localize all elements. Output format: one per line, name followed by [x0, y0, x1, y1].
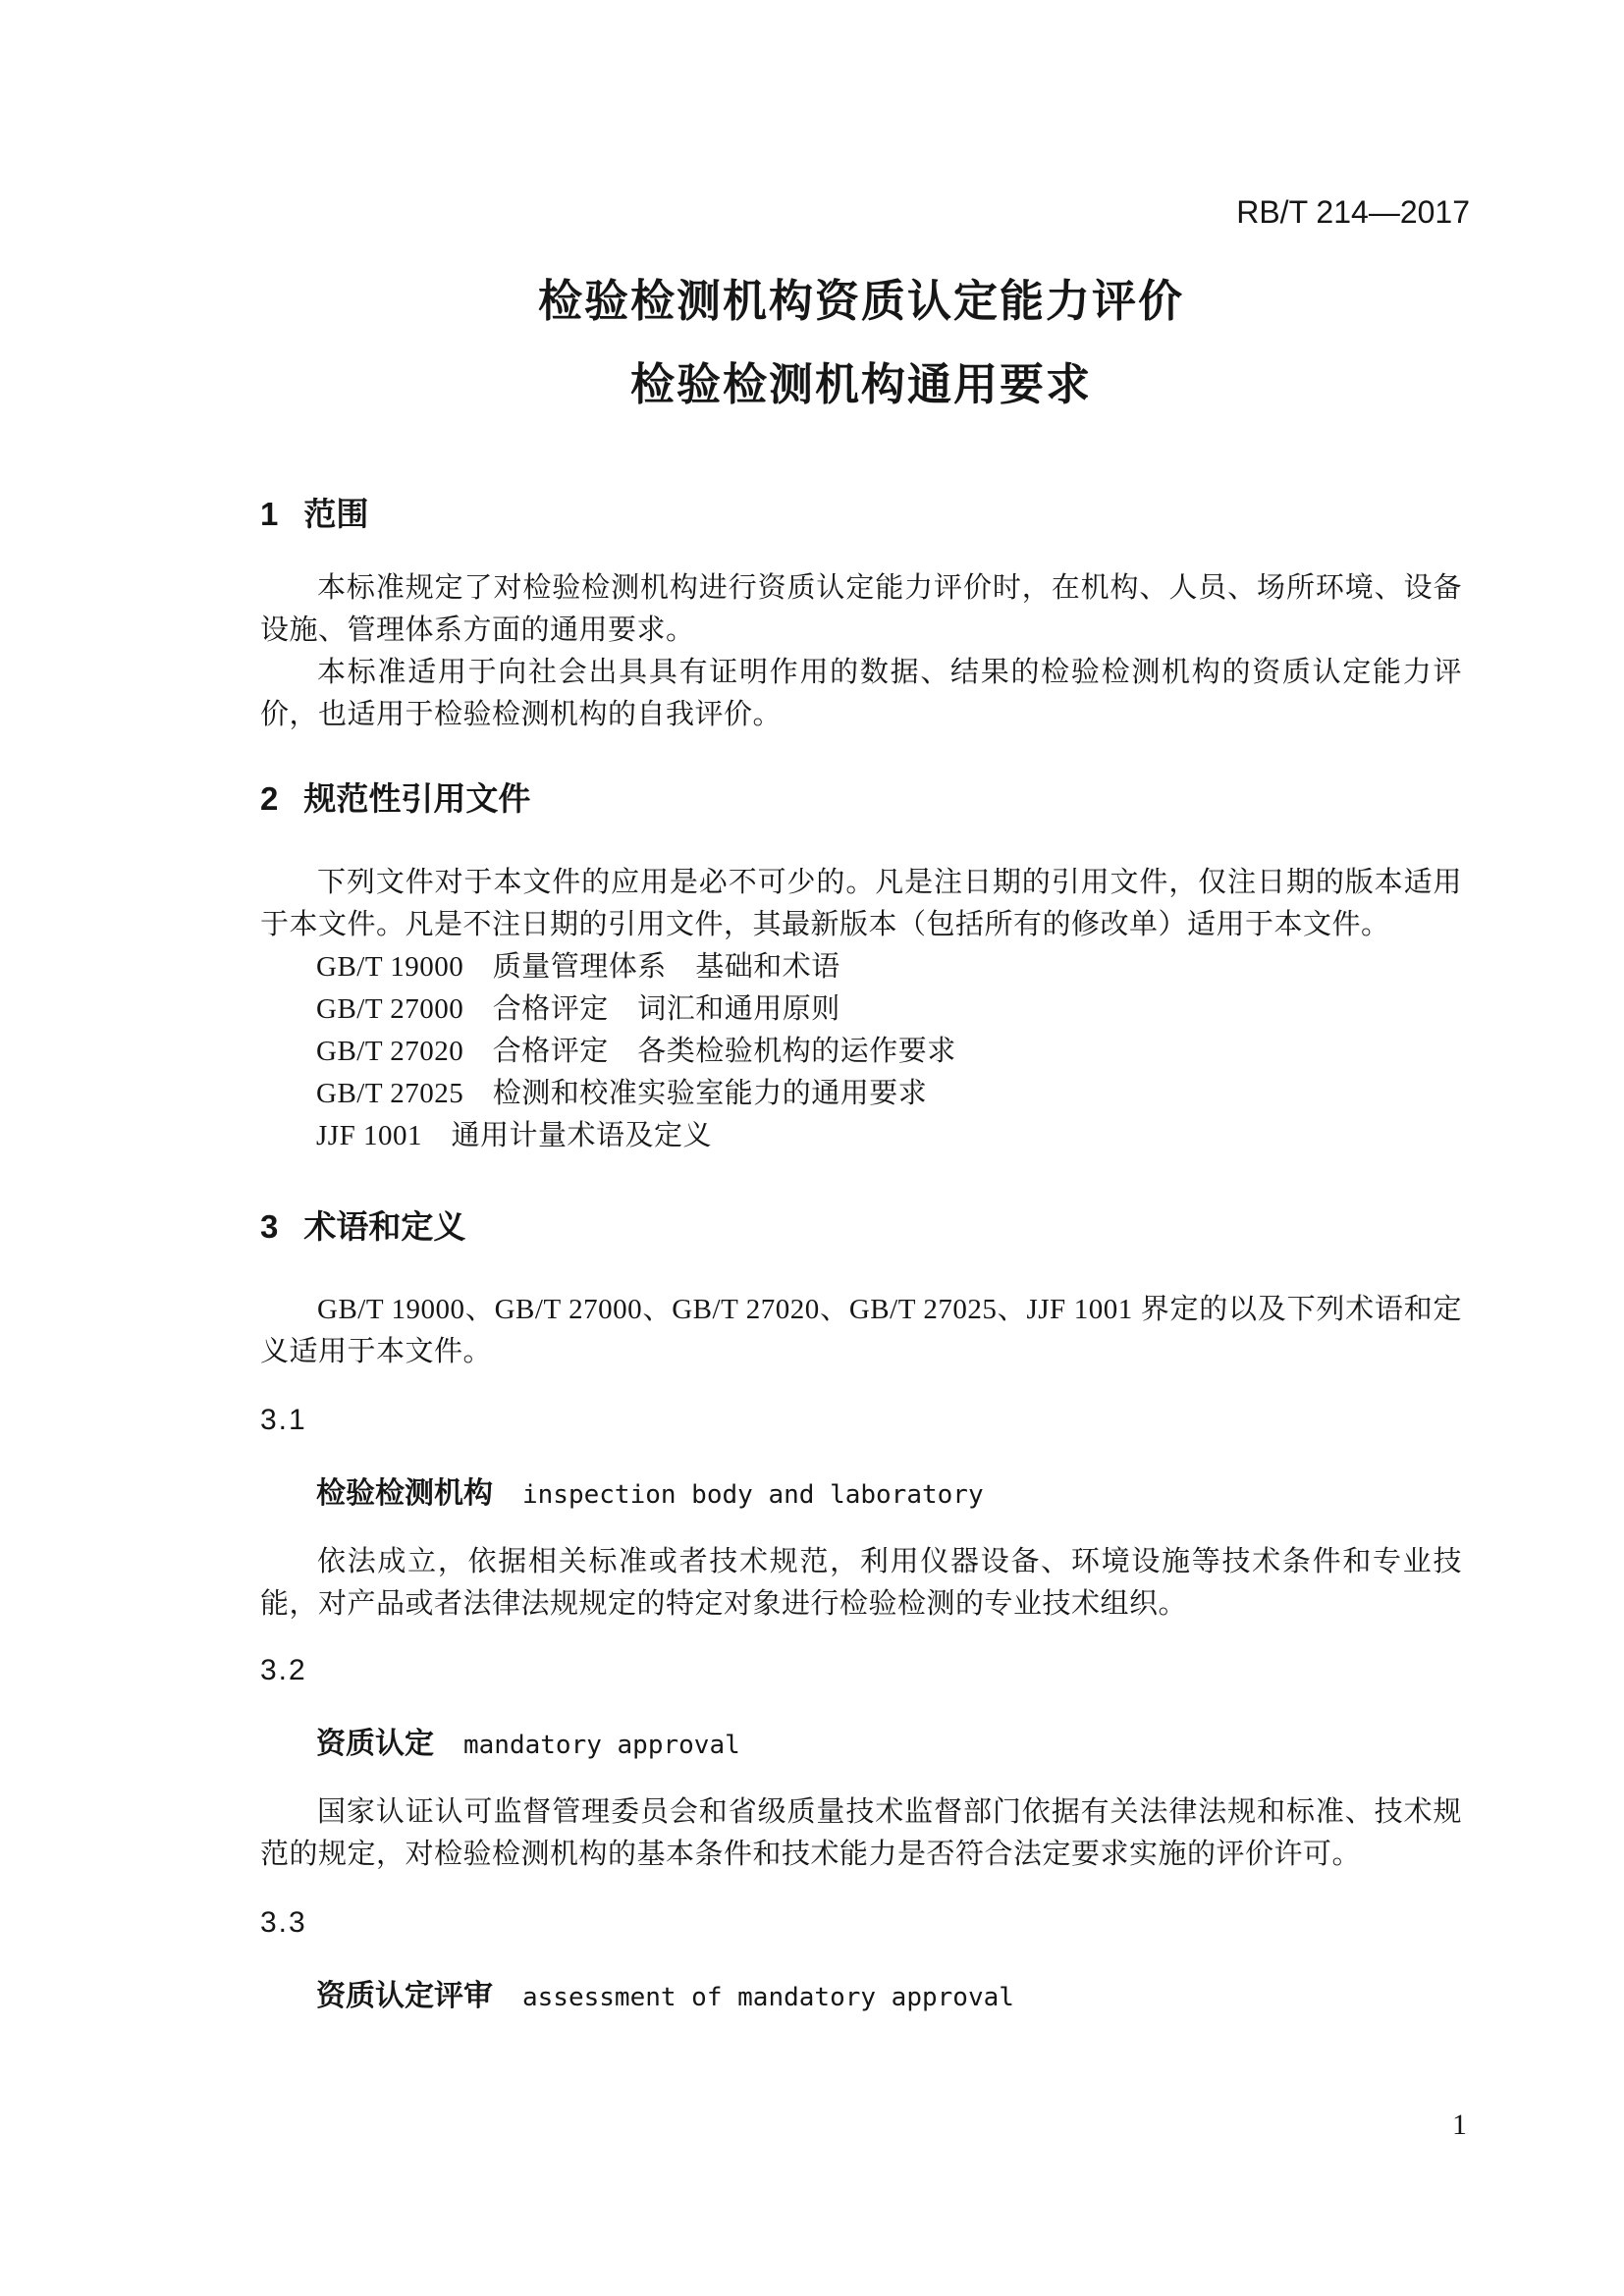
section-3-heading [260, 1205, 1462, 1249]
section-1-paragraph-2: 本标准适用于向社会出具具有证明作用的数据、结果的检验检测机构的资质认定能力评价，也适用于检验检测机构的自我评价。 [260, 657, 1462, 730]
section-2-paragraph-1: 下列文件对于本文件的应用是必不可少的。凡是注日期的引用文件，仅注日期的版本适用于本文件。凡是不注日期的引用文件，其最新版本（包括所有的修改单）适用于本文件。 [260, 867, 1462, 940]
section-2-title: 规范性引用文件 [303, 780, 531, 817]
term-2-name [260, 1723, 1462, 1770]
doc-number: RB/T 214—2017 [1236, 194, 1470, 230]
section-2-number: 2 [260, 780, 279, 817]
term-3-name [260, 1975, 1462, 2022]
section-3-intro: GB/T 19000、GB/T 27000、GB/T 27020、GB/T 27025、JJF 1001 界定的以及下列术语和定义适用于本文件。 [260, 1294, 1462, 1367]
term-1-name-zh: 检验检测机构 [316, 1477, 493, 1510]
page-number: 1 [1452, 2109, 1467, 2141]
term-2-definition: 国家认证认可监督管理委员会和省级质量技术监督部门依据有关法律法规和标准、技术规范的规定，对检验检测机构的基本条件和技术能力是否符合法定要求实施的评价许可。 [260, 1796, 1462, 1870]
document-content [260, 0, 1462, 2022]
section-3-number: 3 [260, 1208, 279, 1245]
reference-item: GB/T 27025 检测和校准实验室能力的通用要求 [316, 1078, 928, 1109]
term-1-clause-number: 3.1 [260, 1404, 307, 1436]
reference-item: GB/T 27000 合格评定 词汇和通用原则 [316, 993, 840, 1025]
term-3-clause-number: 3.3 [260, 1906, 307, 1939]
term-1-definition: 依法成立，依据相关标准或者技术规范，利用仪器设备、环境设施等技术条件和专业技能，对产品或者法律法规规定的特定对象进行检验检测的专业技术组织。 [260, 1546, 1462, 1620]
reference-item: GB/T 27020 合格评定 各类检验机构的运作要求 [316, 1036, 956, 1067]
section-1-title: 范围 [303, 496, 369, 532]
term-3-name-zh: 资质认定评审 [316, 1980, 493, 2012]
term-3-name-en: assessment of mandatory approval [522, 1983, 1014, 2012]
term-2-name-en: mandatory approval [463, 1731, 740, 1760]
reference-item: JJF 1001 通用计量术语及定义 [316, 1120, 712, 1151]
section-3-title: 术语和定义 [303, 1208, 466, 1245]
term-1-name [260, 1472, 1462, 1520]
section-1-paragraph-1: 本标准规定了对检验检测机构进行资质认定能力评价时，在机构、人员、场所环境、设备设施、管理体系方面的通用要求。 [260, 572, 1462, 646]
doc-title-line-2: 检验检测机构通用要求 [629, 359, 1092, 409]
section-1-heading [260, 493, 1462, 536]
reference-item: GB/T 19000 质量管理体系 基础和术语 [316, 951, 840, 983]
term-1-name-en: inspection body and laboratory [522, 1480, 984, 1510]
term-2-clause-number: 3.2 [260, 1654, 307, 1686]
term-2-name-zh: 资质认定 [316, 1728, 434, 1760]
section-2-heading [260, 777, 1462, 821]
doc-title-line-1: 检验检测机构资质认定能力评价 [537, 276, 1184, 326]
reference-list [260, 946, 1462, 1157]
section-1-number: 1 [260, 496, 279, 532]
